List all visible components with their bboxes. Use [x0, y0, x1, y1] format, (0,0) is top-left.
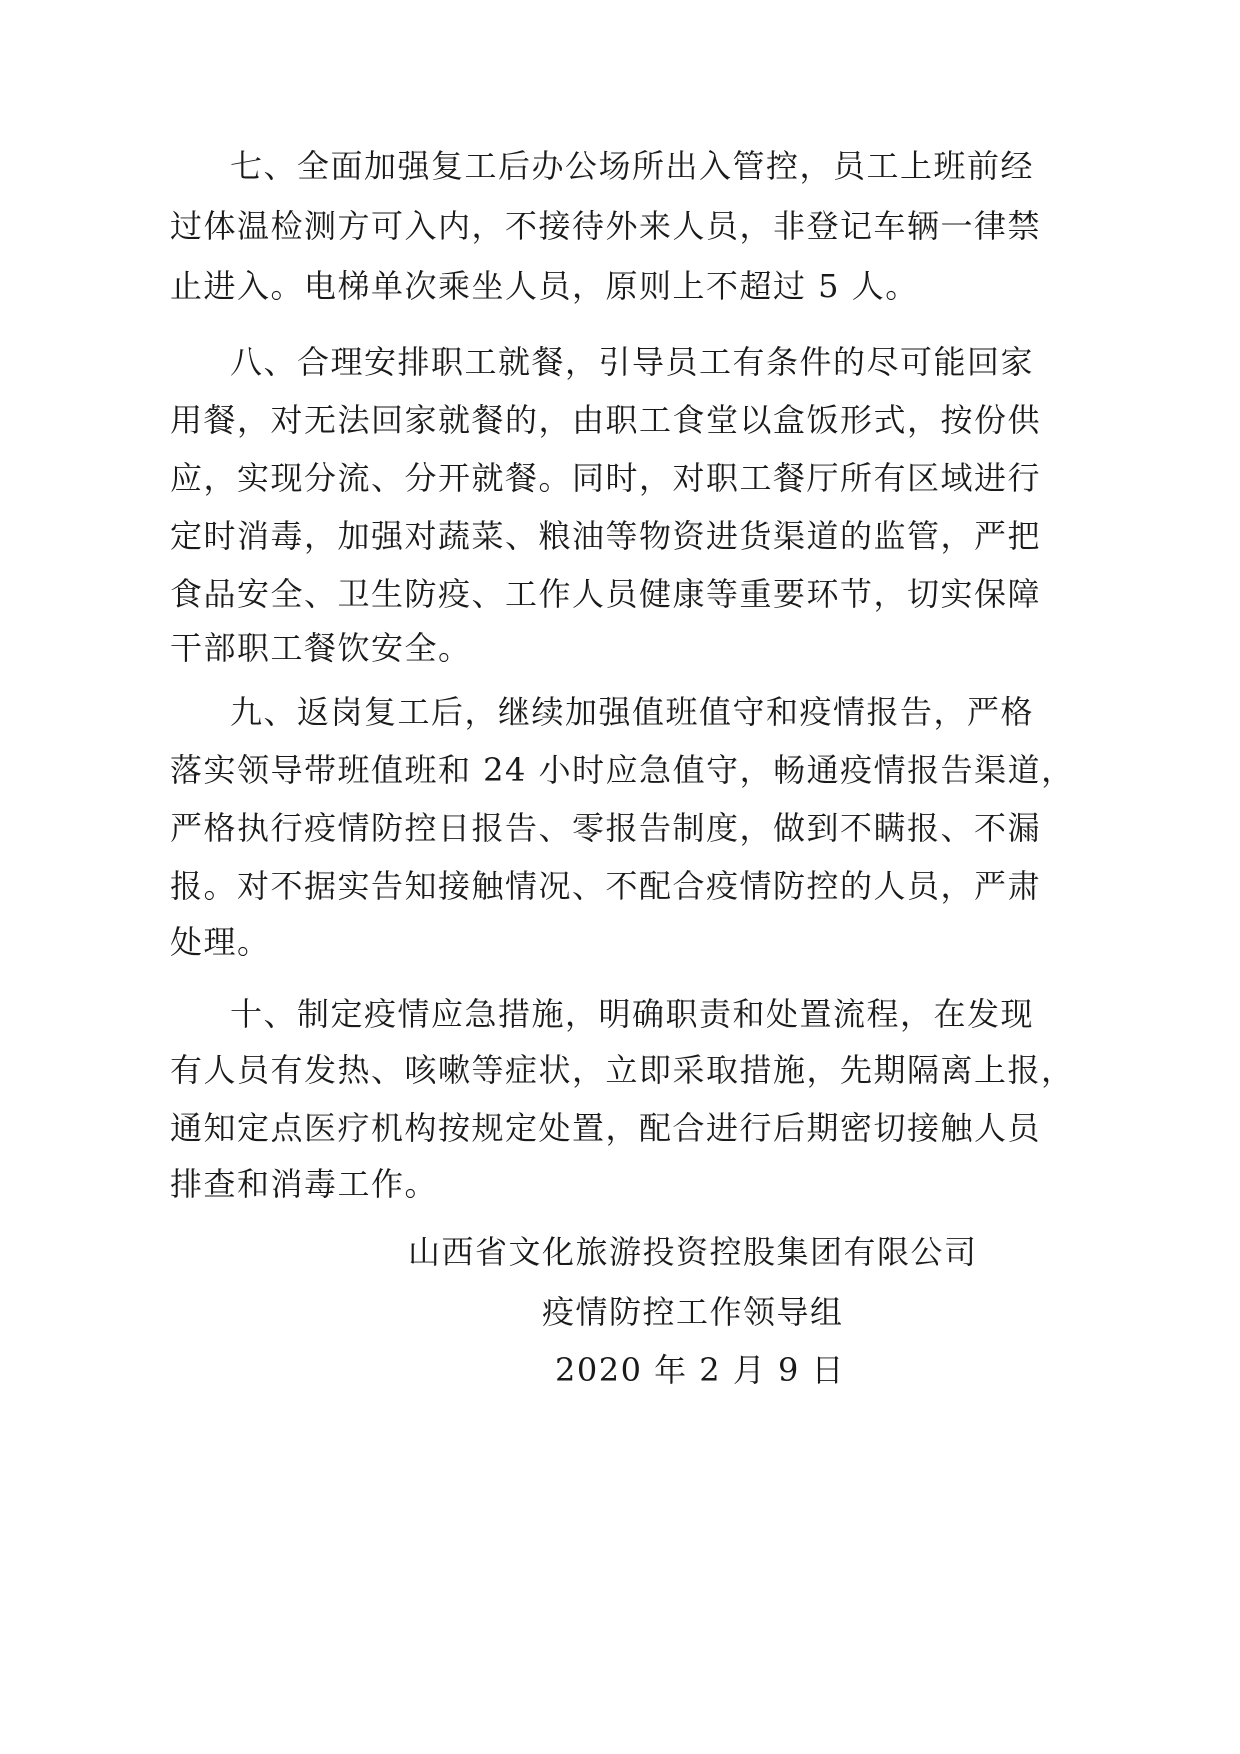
- paragraph-9-line-3: 严格执行疫情防控日报告、零报告制度，做到不瞒报、不漏: [170, 809, 1042, 847]
- paragraph-7-line-2: 过体温检测方可入内，不接待外来人员，非登记车辆一律禁: [170, 207, 1042, 245]
- paragraph-8-line-4: 定时消毒，加强对蔬菜、粮油等物资进货渠道的监管，严把: [170, 517, 1042, 555]
- paragraph-7-line-1: 七、全面加强复工后办公场所出入管控，员工上班前经: [230, 147, 1035, 185]
- paragraph-9-line-2: 落实领导带班值班和 24 小时应急值守，畅通疫情报告渠道，: [170, 751, 1075, 789]
- paragraph-10-line-1: 十、制定疫情应急措施，明确职责和处置流程，在发现: [230, 995, 1035, 1033]
- signature-date: 2020 年 2 月 9 日: [555, 1351, 846, 1389]
- paragraph-8-line-6: 干部职工餐饮安全。: [170, 629, 472, 667]
- paragraph-8-line-5: 食品安全、卫生防疫、工作人员健康等重要环节，切实保障: [170, 575, 1042, 613]
- paragraph-8-line-1: 八、合理安排职工就餐，引导员工有条件的尽可能回家: [230, 343, 1035, 381]
- signature-group: 疫情防控工作领导组: [542, 1293, 844, 1331]
- paragraph-9-line-5: 处理。: [170, 923, 271, 961]
- paragraph-8-line-3: 应，实现分流、分开就餐。同时，对职工餐厅所有区域进行: [170, 459, 1042, 497]
- paragraph-8-line-2: 用餐，对无法回家就餐的，由职工食堂以盒饭形式，按份供: [170, 401, 1042, 439]
- paragraph-7-line-3: 止进入。电梯单次乘坐人员，原则上不超过 5 人。: [170, 267, 919, 305]
- signature-organization: 山西省文化旅游投资控股集团有限公司: [408, 1233, 978, 1271]
- paragraph-10-line-2: 有人员有发热、咳嗽等症状，立即采取措施，先期隔离上报，: [170, 1051, 1075, 1089]
- paragraph-9-line-4: 报。对不据实告知接触情况、不配合疫情防控的人员，严肃: [170, 867, 1042, 905]
- paragraph-9-line-1: 九、返岗复工后，继续加强值班值守和疫情报告，严格: [230, 693, 1035, 731]
- paragraph-10-line-4: 排查和消毒工作。: [170, 1165, 439, 1203]
- paragraph-10-line-3: 通知定点医疗机构按规定处置，配合进行后期密切接触人员: [170, 1109, 1042, 1147]
